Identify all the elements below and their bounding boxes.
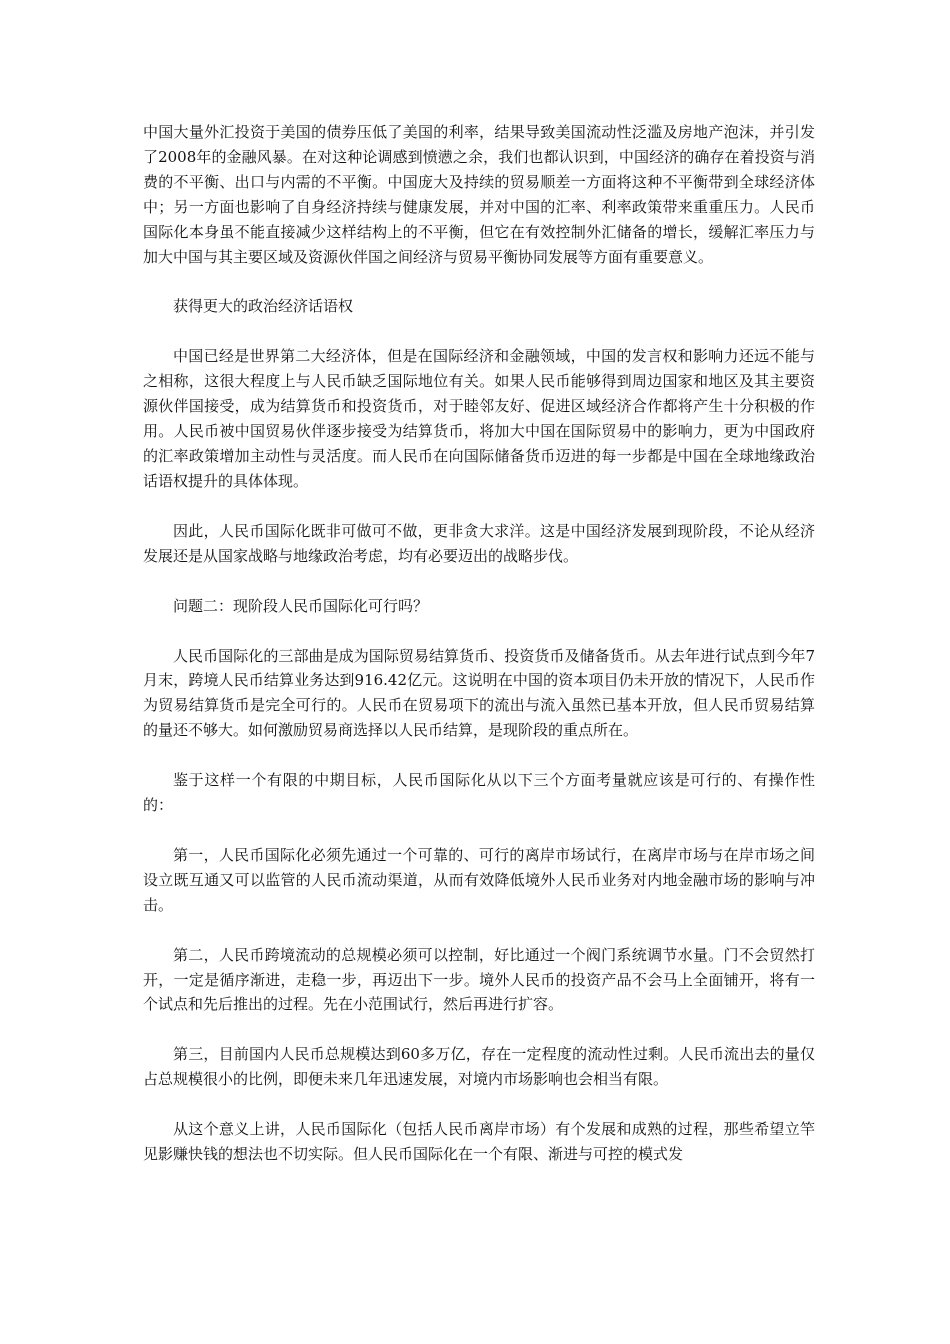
paragraph-significance: 从这个意义上讲，人民币国际化（包括人民币离岸市场）有个发展和成熟的过程，那些希望立竿见影赚快钱的想法也不切实际。但人民币国际化在一个有限、渐进与可控的模式发 — [143, 1120, 815, 1164]
document-body — [143, 120, 815, 1192]
section-heading-political-voice: 获得更大的政治经济话语权 — [173, 297, 354, 316]
paragraph-first-point: 第一，人民币国际化必须先通过一个可靠的、可行的离岸市场试行，在离岸市场与在岸市场之间设立既互通又可以监管的人民币流动渠道，从而有效降低境外人民币业务对内地金融市场的影响与冲击。 — [143, 845, 815, 914]
section-heading-question-two: 问题二：现阶段人民币国际化可行吗？ — [173, 596, 429, 615]
paragraph-limited-target: 鉴于这样一个有限的中期目标，人民币国际化从以下三个方面考量就应该是可行的、有操作性的： — [143, 771, 815, 815]
paragraph-second-largest-economy: 中国已经是世界第二大经济体，但是在国际经济和金融领域，中国的发言权和影响力还远不能与之相称，这很大程度上与人民币缺乏国际地位有关。如果人民币能够得到周边国家和地区及其主要资源伙伴国接受，成为结算货币和投资货币，对于睦邻友好、促进区域经济合作都将产生十分积极的作用。人民币被中国贸易伙伴逐步接受为结算货币，将加大中国在国际贸易中的影响力，更为中国政府的汇率政策增加主动性与灵活度。而人民币在向国际储备货币迈进的每一步都是中国在全球地缘政治话语权提升的具体体现。 — [143, 347, 815, 490]
paragraph-three-steps: 人民币国际化的三部曲是成为国际贸易结算货币、投资货币及储备货币。从去年进行试点到今年7月末，跨境人民币结算业务达到916.42亿元。这说明在中国的资本项目仍未开放的情况下，人民币作为贸易结算货币是完全可行的。人民币在贸易项下的流出与流入虽然已基本开放，但人民币贸易结算的量还不够大。如何激励贸易商选择以人民币结算，是现阶段的重点所在。 — [143, 646, 815, 740]
paragraph-second-point: 第二，人民币跨境流动的总规模必须可以控制，好比通过一个阀门系统调节水量。门不会贸然打开，一定是循序渐进，走稳一步，再迈出下一步。境外人民币的投资产品不会马上全面铺开，将有一个试点和先后推出的过程。先在小范围试行，然后再进行扩容。 — [143, 945, 815, 1014]
paragraph-trade-imbalance: 中国大量外汇投资于美国的债券压低了美国的利率，结果导致美国流动性泛滥及房地产泡沫，并引发了2008年的金融风暴。在对这种论调感到愤懑之余，我们也都认识到，中国经济的确存在着投资与消费的不平衡、出口与内需的不平衡。中国庞大及持续的贸易顺差一方面将这种不平衡带到全球经济体中；另一方面也影响了自身经济持续与健康发展，并对中国的汇率、利率政策带来重重压力。人民币国际化本身虽不能直接减少这样结构上的不平衡，但它在有效控制外汇储备的增长，缓解汇率压力与加大中国与其主要区域及资源伙伴国之间经济与贸易平衡协同发展等方面有重要意义。 — [143, 123, 815, 266]
paragraph-conclusion-strategy: 因此，人民币国际化既非可做可不做，更非贪大求洋。这是中国经济发展到现阶段，不论从经济发展还是从国家战略与地缘政治考虑，均有必要迈出的战略步伐。 — [143, 521, 815, 565]
paragraph-third-point: 第三，目前国内人民币总规模达到60多万亿，存在一定程度的流动性过剩。人民币流出去的量仅占总规模很小的比例，即便未来几年迅速发展，对境内市场影响也会相当有限。 — [143, 1045, 815, 1089]
